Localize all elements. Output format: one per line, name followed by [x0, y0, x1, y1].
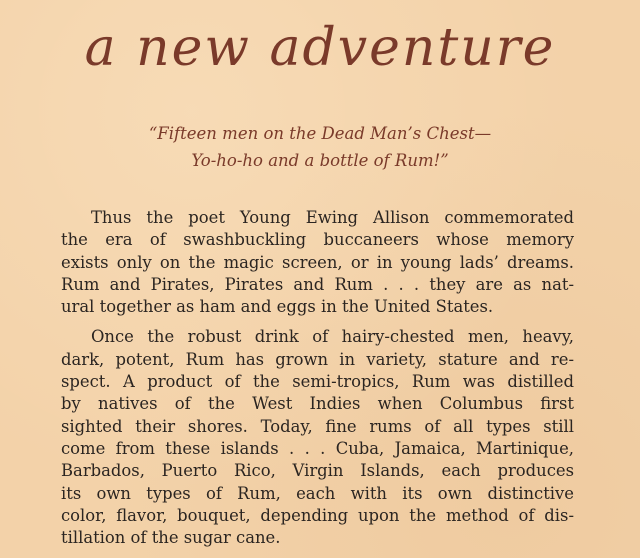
text-line: dark, potent, Rum has grown in variety, stature and re- [61, 349, 574, 369]
text-line: Barbados, Puerto Rico, Virgin Islands, each produces [61, 461, 574, 481]
text-line: ural together as ham and eggs in the United States. [61, 297, 494, 317]
text-line: exists only on the magic screen, or in young lads’ dreams. [61, 252, 574, 272]
epigraph-line-1: “Fifteen men on the Dead Man’s Chest— [148, 124, 492, 143]
paragraph-1 [61, 207, 574, 318]
body-text [61, 207, 574, 549]
page-headline: a new adventure [84, 18, 556, 78]
text-line: Once the robust drink of hairy-chested men, heavy, [91, 327, 574, 347]
text-line: color, flavor, bouquet, depending upon the method of dis- [61, 505, 574, 525]
text-line: by natives of the West Indies when Columbus first [61, 394, 574, 414]
paragraph-2 [61, 326, 574, 549]
text-line: the era of swashbuckling buccaneers whose memory [61, 230, 574, 250]
epigraph-quote [0, 120, 640, 174]
text-line: Rum and Pirates, Pirates and Rum . . . they are as nat- [61, 274, 574, 294]
text-line: sighted their shores. Today, fine rums of all types still [61, 416, 574, 436]
epigraph-line-2: Yo-ho-ho and a bottle of Rum!” [191, 151, 449, 170]
text-line: tillation of the sugar cane. [61, 528, 281, 548]
text-line: spect. A product of the semi-tropics, Rum was distilled [61, 372, 574, 392]
text-line: Thus the poet Young Ewing Allison commemorated [91, 208, 574, 227]
text-line: its own types of Rum, each with its own distinctive [61, 483, 574, 503]
text-line: come from these islands . . . Cuba, Jamaica, Martinique, [61, 438, 574, 458]
